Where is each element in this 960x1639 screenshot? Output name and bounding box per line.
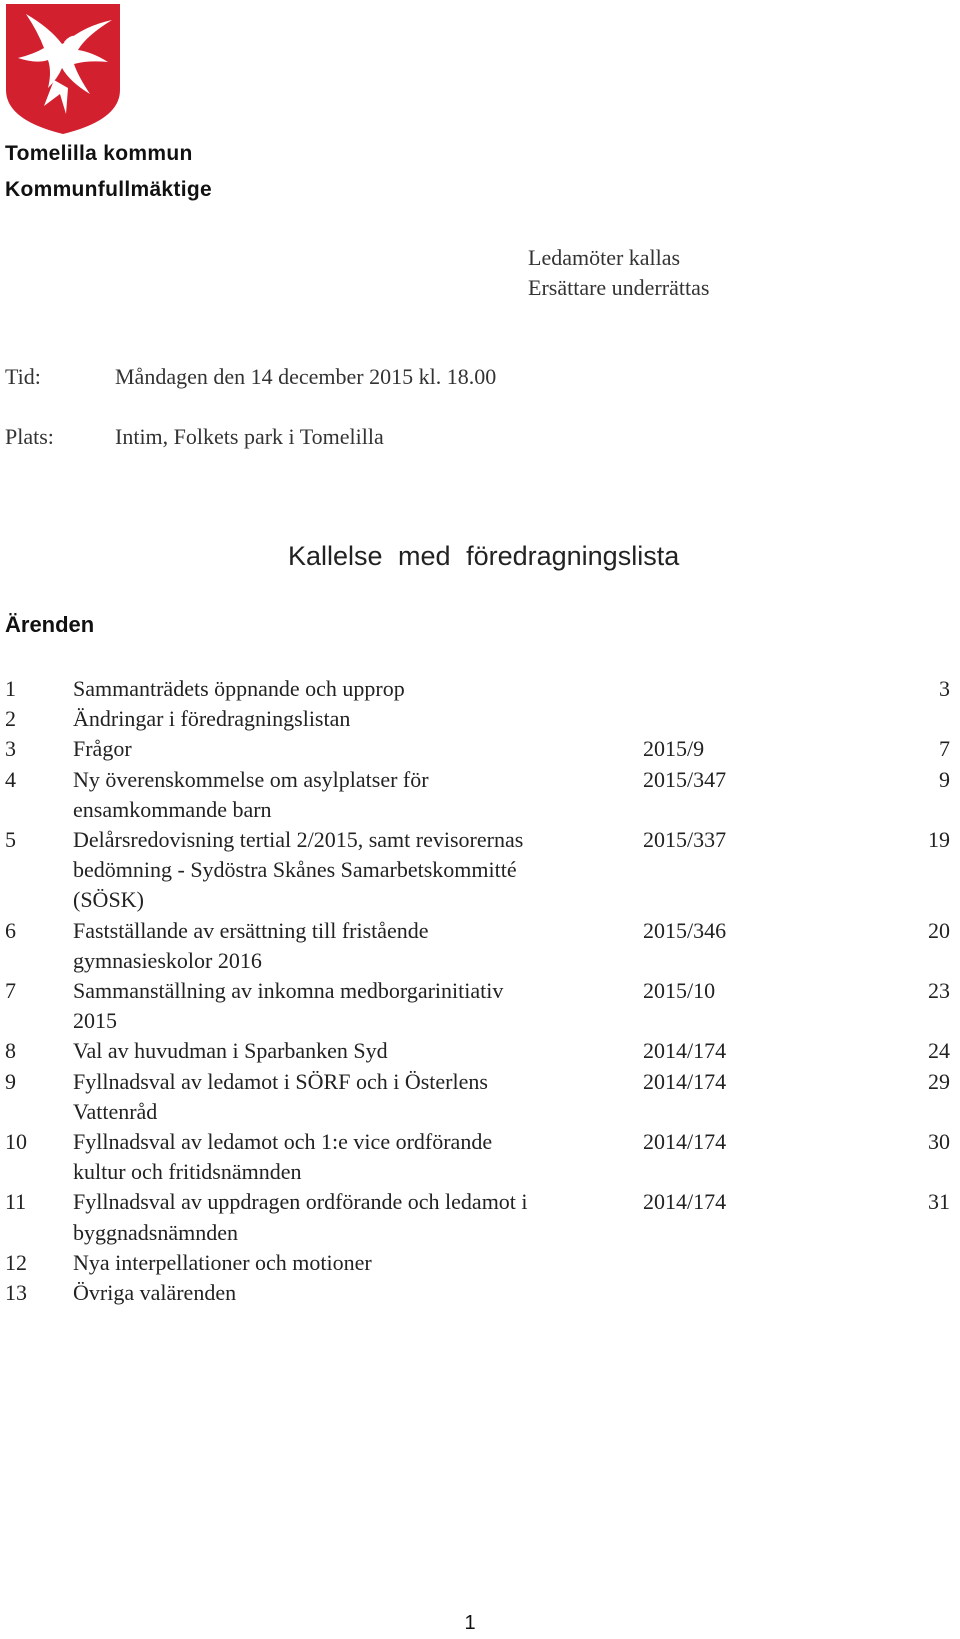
agenda-item-title [73,765,643,825]
agenda-item-number: 9 [5,1068,16,1094]
agenda-item-number: 3 [5,736,16,762]
agenda-item-case-number: 2014/174 [643,1129,727,1155]
agenda-item [5,674,955,704]
time-value: Måndagen den 14 december 2015 kl. 18.00 [115,364,497,389]
agenda-item [5,1248,955,1278]
place-label: Plats: [5,424,54,449]
agenda-item-title [73,1067,643,1127]
agenda-item-number: 7 [5,978,16,1004]
agenda-item-title-line: Övriga valärenden [73,1280,237,1306]
agenda-item-page: 3 [939,676,950,701]
agenda-item-case-number: 2015/9 [643,736,705,762]
agenda-item-number: 11 [5,1189,27,1215]
agenda-item-title-line: Val av huvudman i Sparbanken Syd [73,1038,388,1064]
agenda-item-title-line: Ändringar i föredragningslistan [73,706,351,732]
agenda-item [5,916,955,976]
agenda-item-title [73,674,643,704]
agenda-item-title-line: 2015 [73,1008,117,1034]
agenda-item-title [73,1248,643,1278]
agenda-item-case-number [643,1278,843,1308]
agenda-item [5,1067,955,1127]
agenda-item-title-line: Sammanträdets öppnande och upprop [73,676,405,701]
agenda-item [5,825,955,916]
agenda-item-title [73,825,643,916]
agenda-item-case-number: 2014/174 [643,1038,727,1064]
agenda-item-page: 20 [928,917,950,943]
agenda-item-title-line: Frågor [73,736,132,762]
agenda-item-title-line: bedömning - Sydöstra Skånes Samarbetskommitté [73,857,517,883]
agenda-item-page [843,1278,950,1308]
organization-name: Tomelilla kommun [5,142,193,165]
place-value: Intim, Folkets park i Tomelilla [115,424,384,449]
agenda-item-page: 23 [928,978,950,1004]
tomelilla-coat-of-arms-icon [4,2,122,136]
section-title: Ärenden [5,612,95,637]
agenda-item-case-number: 2015/346 [643,917,727,943]
time-label: Tid: [5,364,41,389]
agenda-item-title-line: kultur och fritidsnämnden [73,1159,302,1185]
agenda-item-page: 30 [928,1129,950,1155]
agenda-item [5,1187,955,1247]
agenda-item [5,976,955,1036]
agenda-item-case-number: 2014/174 [643,1068,727,1094]
agenda-item [5,704,955,734]
agenda-item-title [73,1278,643,1308]
agenda-item-number: 2 [5,706,16,732]
agenda-item-title-line: Nya interpellationer och motioner [73,1249,372,1275]
agenda-item-title-line: Fyllnadsval av ledamot och 1:e vice ordförande [73,1129,493,1155]
agenda-item-title-line: (SÖSK) [73,887,144,913]
agenda-item-title [73,916,643,976]
agenda-item-title [73,734,643,764]
agenda-item-title-line: Ny överenskommelse om asylplatser för [73,766,429,792]
agenda-item-page: 24 [928,1038,950,1064]
agenda-item-title [73,1187,643,1247]
agenda-item [5,734,955,764]
agenda-item-case-number [643,674,843,704]
document-title: Kallelse med föredragningslista [288,541,680,571]
agenda-item-page [843,1248,950,1278]
agenda-item-title-line: Sammanställning av inkomna medborgarinitiativ [73,978,504,1004]
agenda-item-number: 4 [5,766,16,792]
agenda-item-title-line: byggnadsnämnden [73,1219,238,1245]
agenda-item-number: 1 [5,676,16,701]
agenda-item-title-line: Fyllnadsval av uppdragen ordförande och ledamot i [73,1189,528,1215]
agenda-item [5,1127,955,1187]
agenda-item-case-number [643,704,843,734]
agenda-item-number: 13 [5,1280,27,1306]
agenda-item [5,1036,955,1066]
agenda-item-title-line: Delårsredovisning tertial 2/2015, samt revisorernas [73,827,524,853]
agenda-item-number: 6 [5,917,16,943]
agenda-item-title [73,704,643,734]
agenda-item-number: 12 [5,1249,27,1275]
agenda-item-title [73,1127,643,1187]
agenda-item-title [73,1036,643,1066]
agenda-item-title-line: Fastställande av ersättning till fristående [73,917,429,943]
agenda-item-number: 10 [5,1129,27,1155]
agenda-item-page: 19 [928,827,950,853]
agenda-list [5,674,955,1308]
committee-name: Kommunfullmäktige [5,178,212,201]
agenda-item-case-number: 2015/347 [643,766,727,792]
agenda-item-page: 7 [939,736,950,762]
agenda-item-title-line: Fyllnadsval av ledamot i SÖRF och i Österlens [73,1068,488,1094]
agenda-item-number: 5 [5,827,16,853]
agenda-item-page [843,704,950,734]
agenda-item-title-line: Vattenråd [73,1098,158,1124]
agenda-item [5,1278,955,1308]
agenda-item-title-line: ensamkommande barn [73,796,272,822]
agenda-item-case-number: 2015/337 [643,827,727,853]
agenda-item-case-number [643,1248,843,1278]
agenda-item [5,765,955,825]
recipients-members: Ledamöter kallas [528,245,681,270]
recipients-substitutes: Ersättare underrättas [528,275,710,300]
agenda-item-page: 31 [928,1189,950,1215]
agenda-item-case-number: 2015/10 [643,978,716,1004]
agenda-item-case-number: 2014/174 [643,1189,727,1215]
agenda-item-page: 9 [939,766,950,792]
agenda-item-page: 29 [928,1068,950,1094]
agenda-item-number: 8 [5,1038,16,1064]
page-number: 1 [464,1612,476,1634]
agenda-item-title-line: gymnasieskolor 2016 [73,947,262,973]
agenda-item-title [73,976,643,1036]
